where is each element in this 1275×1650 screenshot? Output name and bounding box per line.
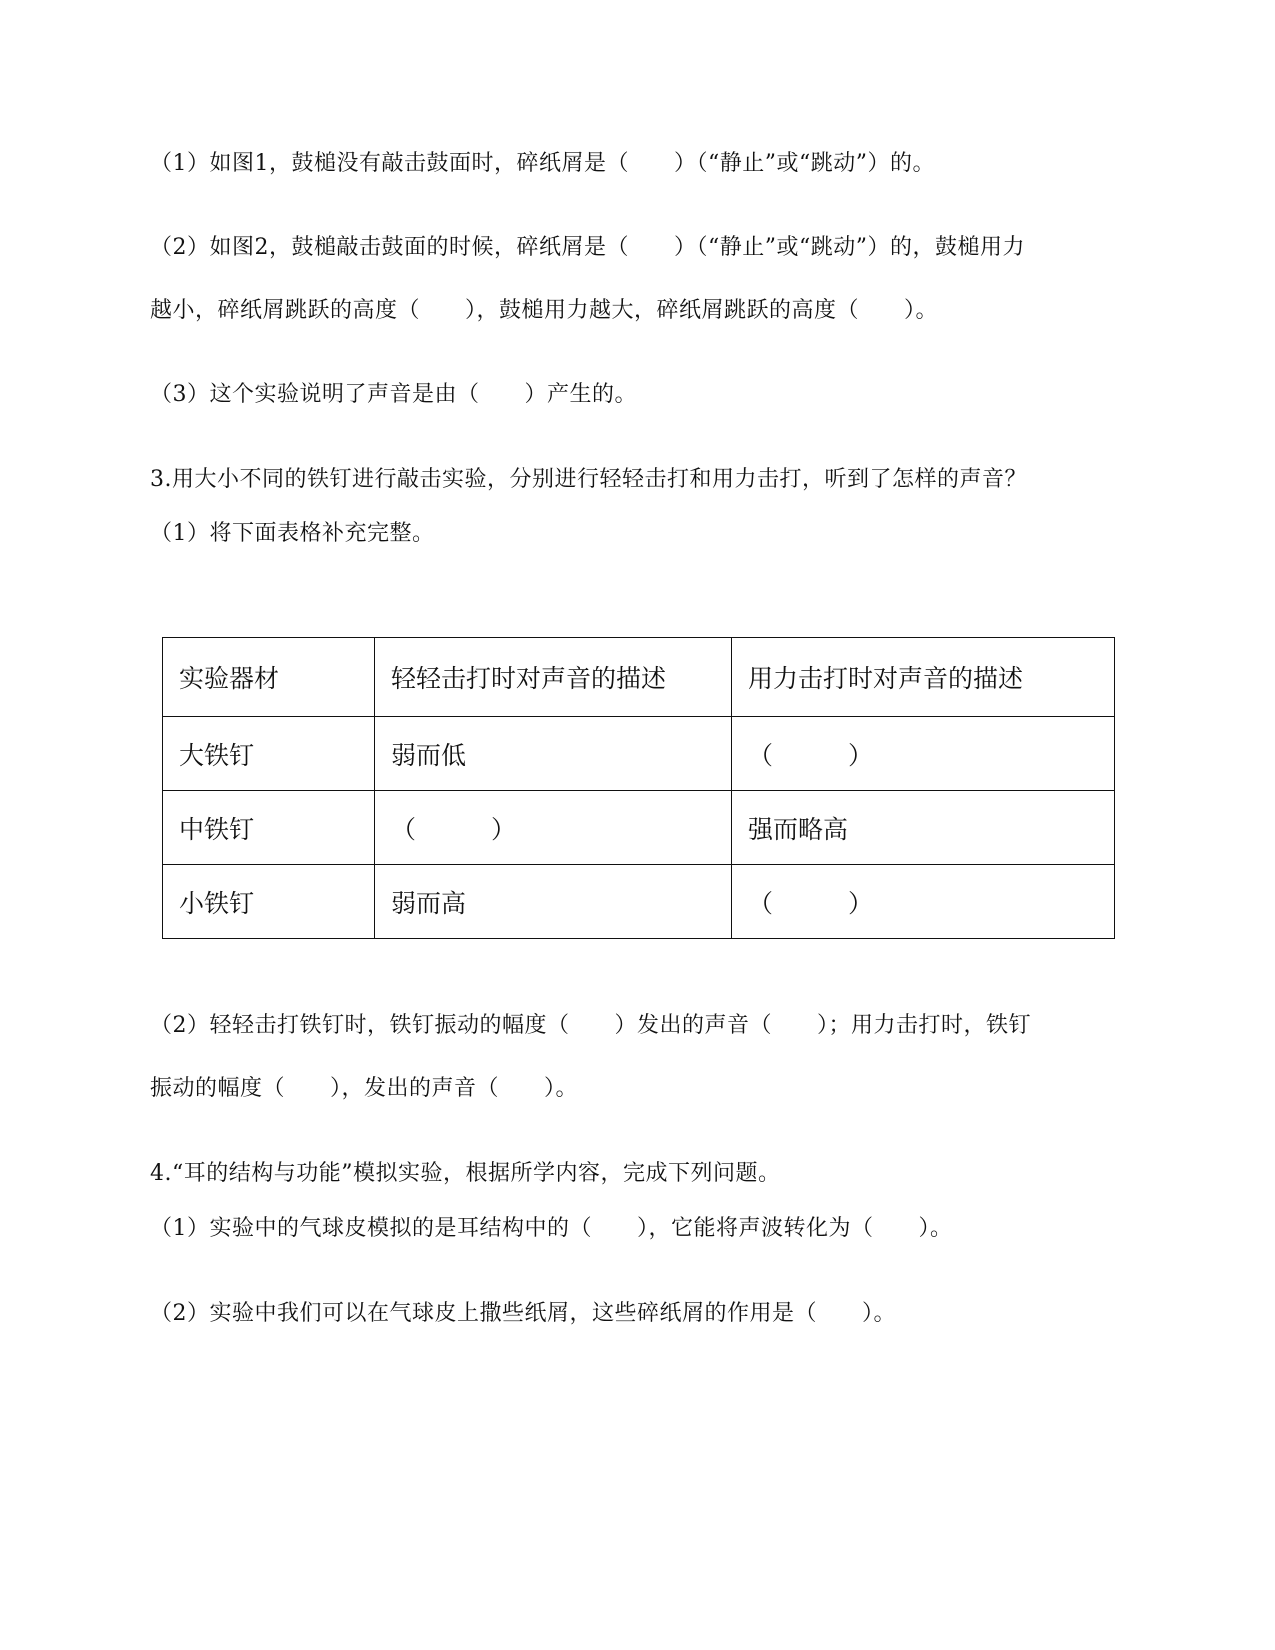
sound-description-table xyxy=(162,637,1115,939)
table-blank-cell: （ ） xyxy=(732,865,1115,939)
table-blank-cell: （ ） xyxy=(732,717,1115,791)
question4-prompt: 4.“耳的结构与功能”模拟实验，根据所学内容，完成下列问题。 xyxy=(150,1161,781,1186)
table-blank-cell: （ ） xyxy=(375,791,732,865)
table-header-cell: 实验器材 xyxy=(163,638,375,717)
question3-part1: （1）将下面表格补充完整。 xyxy=(150,521,435,546)
table-row xyxy=(163,865,1115,939)
question2-part2-line2: 越小，碎纸屑跳跃的高度（ ），鼓槌用力越大，碎纸屑跳跃的高度（ ）。 xyxy=(150,298,939,323)
table-cell: 小铁钉 xyxy=(163,865,375,939)
table-header-row xyxy=(163,638,1115,717)
table-cell: 弱而低 xyxy=(375,717,732,791)
table-row xyxy=(163,791,1115,865)
table-cell: 强而略高 xyxy=(732,791,1115,865)
table-row xyxy=(163,717,1115,791)
question3-part2-line2: 振动的幅度（ ），发出的声音（ ）。 xyxy=(150,1076,579,1101)
question2-part2-line1: （2）如图2，鼓槌敲击鼓面的时候，碎纸屑是（ ）（“静止”或“跳动”）的，鼓槌用力 xyxy=(150,235,1025,260)
table-cell: 弱而高 xyxy=(375,865,732,939)
table-header-cell: 轻轻击打时对声音的描述 xyxy=(375,638,732,717)
table-cell: 大铁钉 xyxy=(163,717,375,791)
question2-part3: （3）这个实验说明了声音是由（ ）产生的。 xyxy=(150,382,637,407)
question4-part1: （1）实验中的气球皮模拟的是耳结构中的（ ），它能将声波转化为（ ）。 xyxy=(150,1216,953,1241)
question3-prompt: 3.用大小不同的铁钉进行敲击实验，分别进行轻轻击打和用力击打，听到了怎样的声音？ xyxy=(150,467,1027,492)
question3-part2-line1: （2）轻轻击打铁钉时，铁钉振动的幅度（ ）发出的声音（ ）；用力击打时，铁钉 xyxy=(150,1013,1032,1038)
question4-part2: （2）实验中我们可以在气球皮上撒些纸屑，这些碎纸屑的作用是（ ）。 xyxy=(150,1301,896,1326)
table-header-cell: 用力击打时对声音的描述 xyxy=(732,638,1115,717)
table-cell: 中铁钉 xyxy=(163,791,375,865)
question2-part1: （1）如图1，鼓槌没有敲击鼓面时，碎纸屑是（ ）（“静止”或“跳动”）的。 xyxy=(150,151,935,176)
